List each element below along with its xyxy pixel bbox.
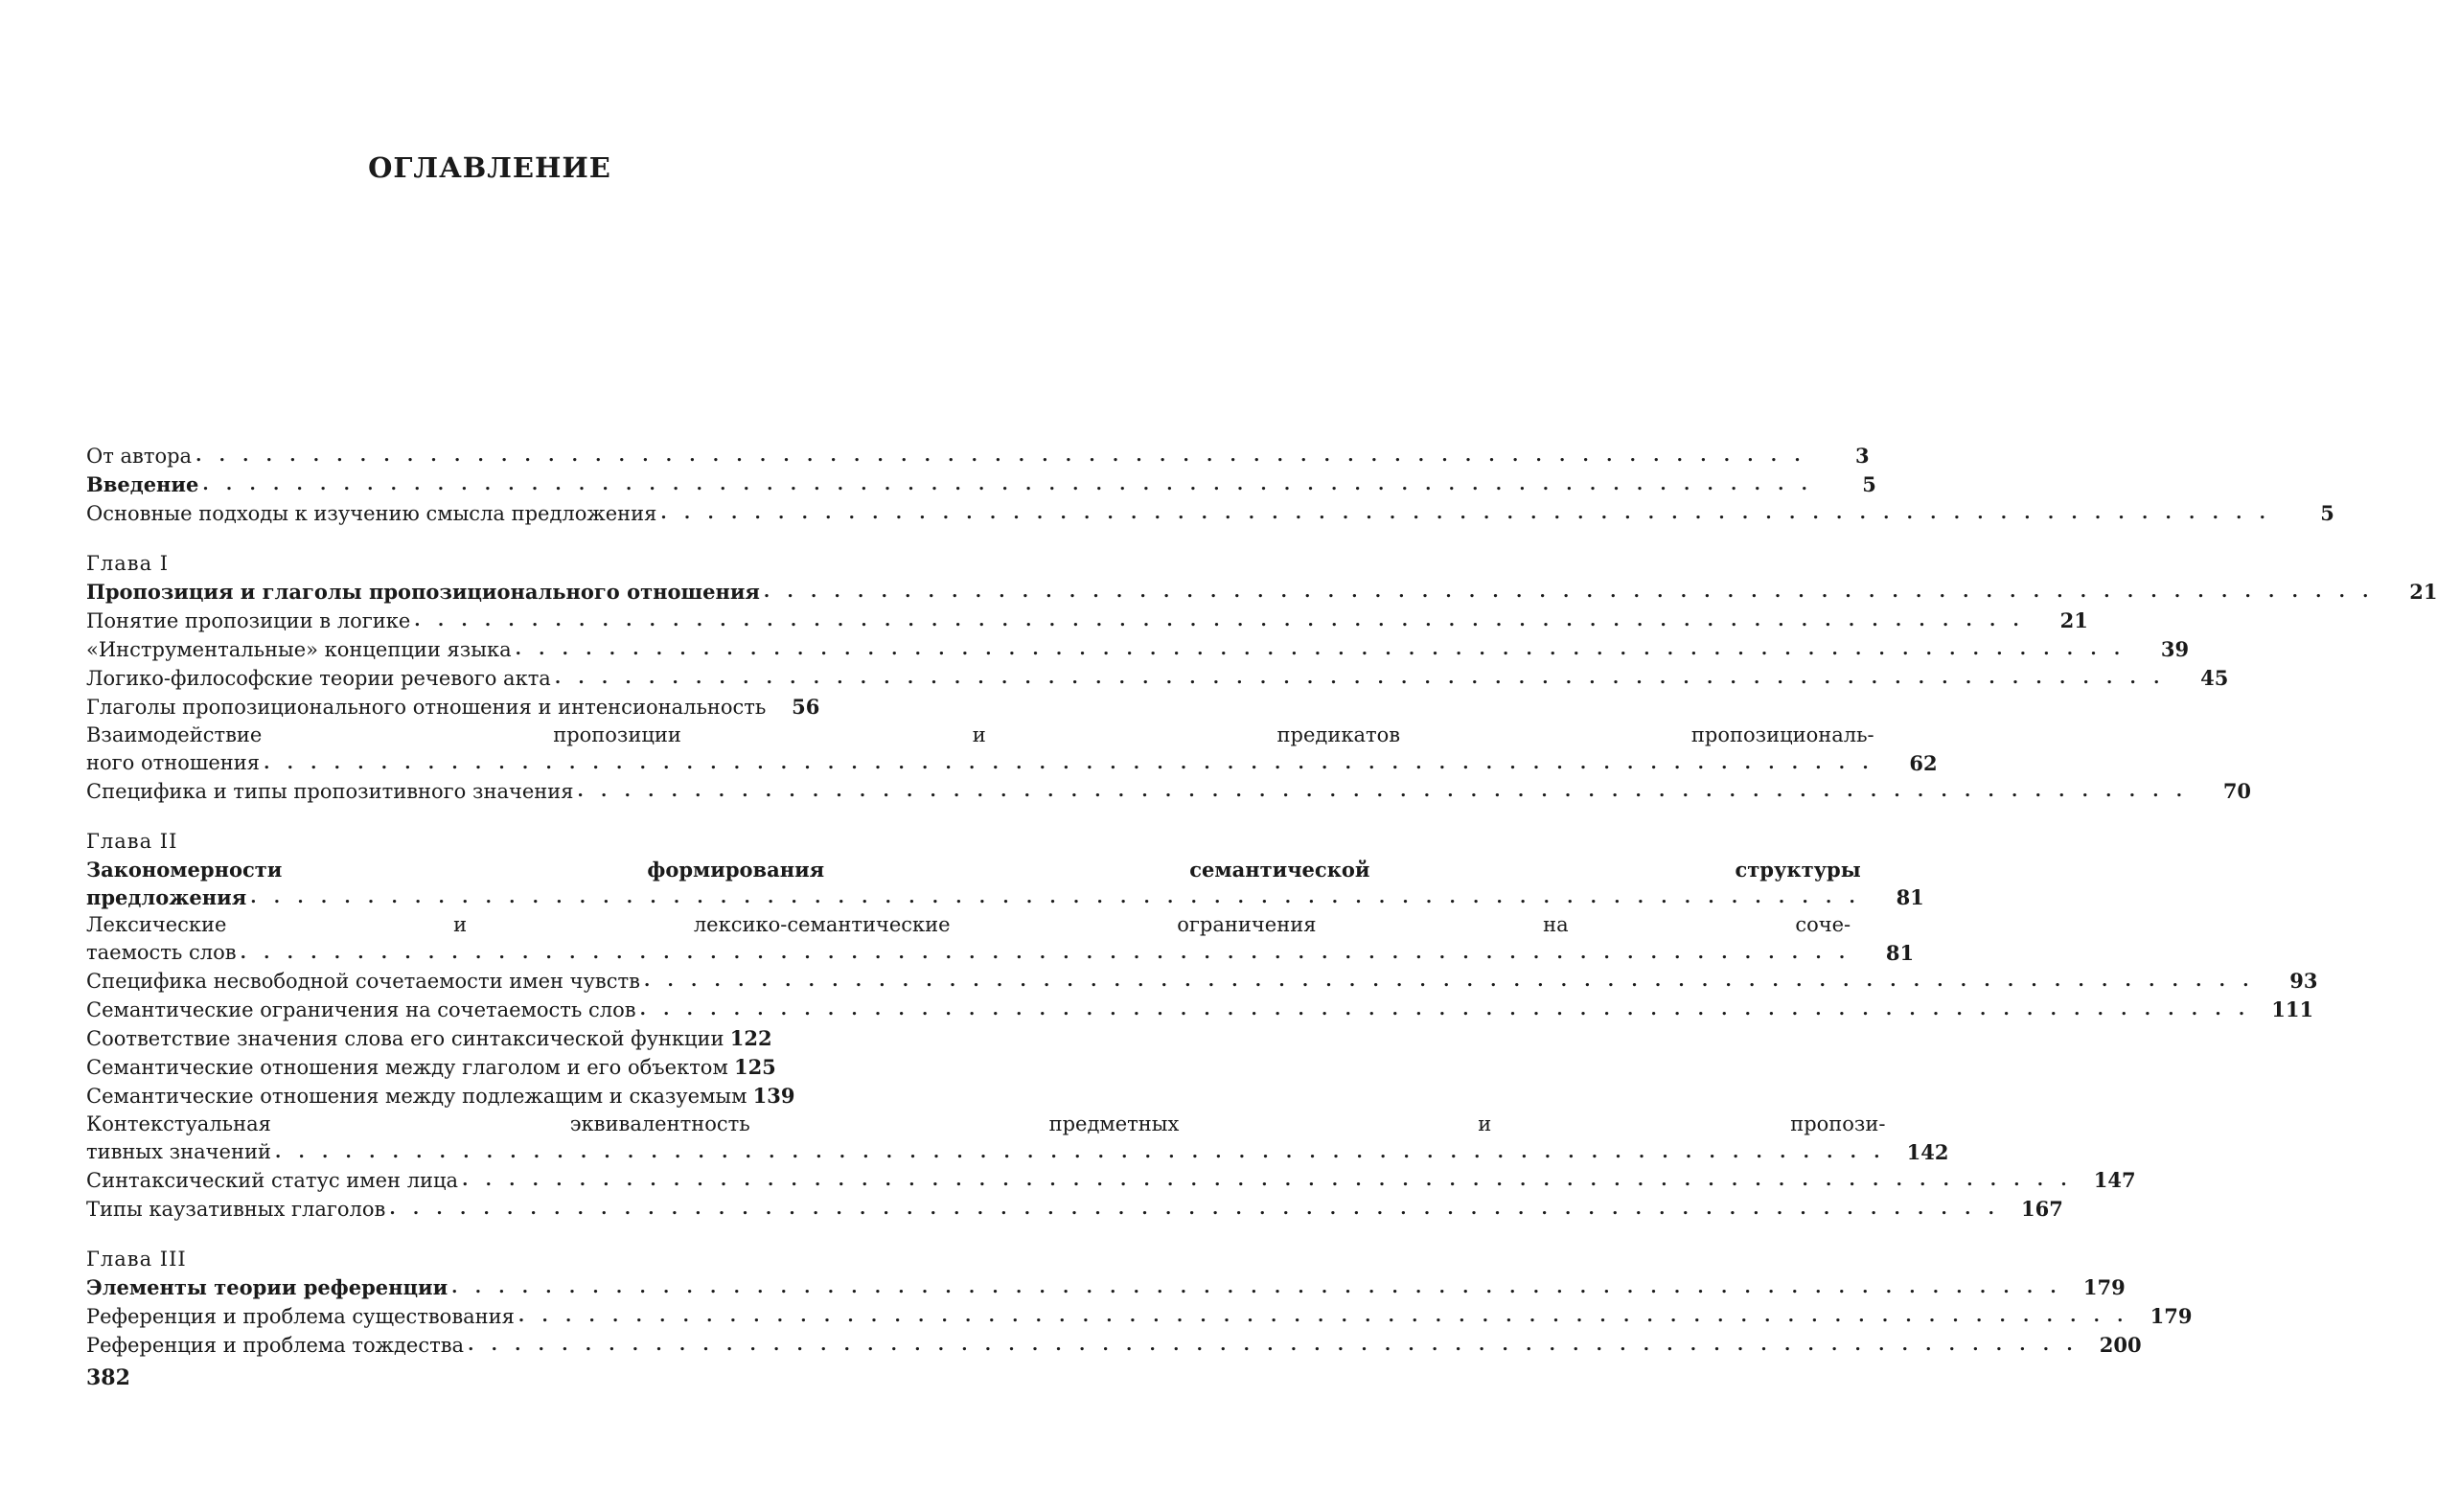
toc-entry-page: 93 [2289, 969, 2318, 993]
toc-entry-title: Основные подходы к изучению смысла предложения [86, 502, 657, 525]
toc-entry-page: 125 [733, 1055, 776, 1079]
dot-leader [644, 967, 2255, 996]
dot-leader [555, 664, 2166, 693]
toc-entry [86, 664, 2229, 693]
toc-entry [86, 693, 907, 722]
toc-entry-title: Специфика несвободной сочетаемости имен чувств [86, 970, 640, 993]
toc-entry-page: 70 [2222, 779, 2252, 803]
chapter-title [86, 856, 1924, 911]
toc-entry-page: 139 [752, 1084, 795, 1108]
toc-entry-page: 179 [2150, 1304, 2193, 1328]
toc-entry-page: 21 [2059, 608, 2088, 632]
dot-leader [518, 1302, 2129, 1331]
toc-entry-page: 62 [1909, 751, 1938, 775]
toc-entry [86, 499, 2334, 528]
toc-entry [86, 996, 2314, 1024]
toc-entry-title-line-2: таемость слов [86, 941, 237, 964]
chapter-label: Глава I [86, 552, 170, 575]
toc-entry-page: 111 [2271, 997, 2314, 1021]
toc-entry [86, 1166, 2136, 1195]
toc-entry-title: «Инструментальные» концепции языка [86, 638, 512, 661]
toc-entry [86, 470, 1876, 499]
toc-section-intro [86, 442, 2334, 528]
toc-entry-page: 81 [1885, 941, 1915, 965]
toc-entry-page: 21 [2409, 580, 2437, 604]
chapter-label: Глава III [86, 1248, 187, 1271]
toc-entry-title-line-1: Взаимодействие пропозиции и предикатов пропозициональ- [86, 723, 1874, 746]
dot-leader [468, 1331, 2079, 1360]
toc-entry [86, 635, 2190, 664]
toc-entry [86, 607, 2088, 635]
toc-entry [86, 911, 1915, 967]
chapter-title [86, 1273, 2126, 1302]
dot-leader [764, 578, 2375, 607]
toc-entry-title: Специфика и типы пропозитивного значения [86, 780, 574, 803]
toc-section-chapter-1 [86, 549, 2437, 806]
dot-leader [241, 939, 1851, 967]
toc-entry-title: Семантические отношения между глаголом и его объектом [86, 1056, 728, 1079]
dot-leader [578, 777, 2189, 806]
toc-section-chapter-2 [86, 827, 2318, 1224]
toc-entry [86, 1302, 2193, 1331]
toc-entry-page: 3 [1854, 444, 1870, 468]
toc-entry-page: 5 [2320, 501, 2334, 525]
toc-entry-title: Референция и проблема существования [86, 1305, 515, 1328]
toc-entry-title-line-2: предложения [86, 885, 247, 909]
dot-leader [451, 1273, 2062, 1302]
toc-entry-title: Понятие пропозиции в логике [86, 609, 411, 632]
toc-entry [86, 777, 2252, 806]
toc-entry-page: 56 [792, 695, 820, 719]
toc-entry-title: Синтаксический статус имен лица [86, 1169, 459, 1192]
toc-entry-title-line-1: Лексические и лексико-семантические ограничения на соче- [86, 913, 1851, 936]
toc-entry-page: 179 [2082, 1275, 2126, 1299]
dot-leader [275, 1138, 1886, 1166]
dot-leader [414, 607, 2025, 635]
toc-entry-title: От автора [86, 445, 193, 468]
toc-entry-page: 122 [729, 1026, 772, 1050]
toc-entry [86, 1024, 907, 1053]
chapter-title [86, 578, 2437, 607]
toc-entry-title-line-1: Закономерности формирования семантической структуры [86, 858, 1861, 882]
dot-leader [250, 883, 1861, 911]
toc-entry-title-line-2: тивных значений [86, 1140, 271, 1163]
toc-entry-page: 142 [1906, 1140, 1949, 1164]
toc-entry-page: 5 [1862, 472, 1876, 496]
toc-entry-title: Референция и проблема тождества [86, 1334, 465, 1357]
toc-entry [86, 1331, 2142, 1360]
dot-leader [195, 442, 1806, 470]
toc-entry-title-line-2: ного отношения [86, 751, 261, 774]
toc-entry [86, 1082, 907, 1111]
dot-leader [389, 1195, 2000, 1224]
toc-entry-page: 167 [2021, 1197, 2063, 1221]
toc-entry [86, 967, 2318, 996]
toc-entry-title: Введение [86, 472, 199, 496]
table-of-contents [86, 442, 2437, 1360]
page-title: ОГЛАВЛЕНИЕ [368, 151, 611, 184]
toc-entry-title: Типы каузативных глаголов [86, 1198, 386, 1221]
page-number: 382 [86, 1365, 130, 1390]
toc-entry-page: 81 [1896, 885, 1924, 909]
dot-leader [264, 749, 1874, 777]
toc-entry-title: Пропозиция и глаголы пропозиционального отношения [86, 580, 760, 604]
dot-leader [202, 470, 1813, 499]
toc-entry-title: Элементы теории референции [86, 1275, 448, 1299]
chapter-label: Глава II [86, 830, 178, 853]
dot-leader [640, 996, 2251, 1024]
toc-entry-page: 39 [2160, 637, 2190, 661]
toc-entry-page: 200 [2099, 1333, 2142, 1357]
dot-leader [660, 499, 2271, 528]
toc-entry [86, 442, 1870, 470]
toc-entry-title: Логико-философские теории речевого акта [86, 667, 551, 690]
dot-leader [516, 635, 2127, 664]
toc-entry-title: Семантические ограничения на сочетаемость слов [86, 998, 636, 1021]
toc-entry-title: Глаголы пропозиционального отношения и интенсиональность [86, 696, 767, 719]
toc-entry-title-line-1: Контекстуальная эквивалентность предметных и пропози- [86, 1112, 1886, 1135]
toc-entry [86, 1053, 907, 1082]
toc-entry [86, 722, 1938, 777]
toc-entry-title: Соответствие значения слова его синтаксической функции [86, 1027, 724, 1050]
toc-entry [86, 1111, 1949, 1166]
toc-entry-page: 147 [2093, 1168, 2136, 1192]
toc-entry-page: 45 [2200, 666, 2229, 690]
toc-section-chapter-3 [86, 1245, 2193, 1360]
dot-leader [462, 1166, 2073, 1195]
toc-entry [86, 1195, 2063, 1224]
toc-entry-title: Семантические отношения между подлежащим и сказуемым [86, 1085, 747, 1108]
